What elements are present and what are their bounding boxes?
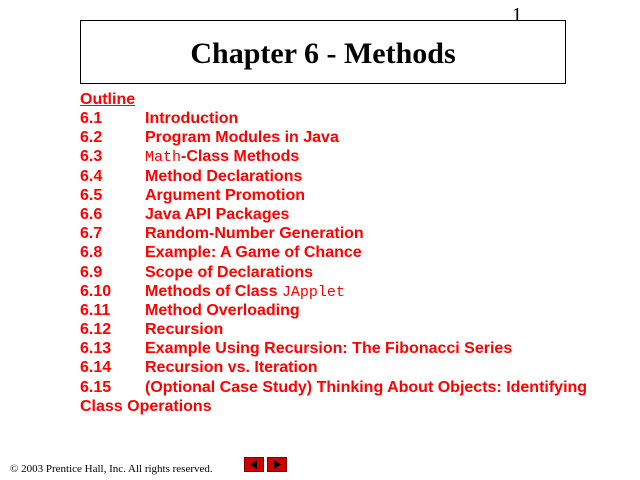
outline-item-label [145, 147, 299, 166]
outline [80, 90, 600, 416]
code-term: JApplet [281, 283, 345, 301]
copyright-footer: © 2003 Prentice Hall, Inc. All rights reserved. [10, 463, 213, 475]
outline-item-text: Program Modules in Java [145, 129, 339, 147]
outline-item-number: 6.4 [80, 167, 103, 185]
outline-item-text: Argument Promotion [145, 186, 305, 204]
outline-item-text: Methods of Class [145, 282, 282, 300]
outline-item-number: 6.11 [80, 301, 111, 319]
outline-item-label [145, 282, 345, 301]
outline-item-number: 6.9 [80, 263, 103, 281]
previous-slide-button[interactable] [244, 457, 264, 472]
outline-item [80, 378, 600, 397]
outline-item-text: Example Using Recursion: The Fibonacci Series [145, 340, 513, 358]
outline-item [80, 128, 600, 147]
outline-item-number: 6.2 [80, 129, 103, 147]
outline-item-number: 6.6 [80, 205, 103, 223]
outline-item-text: Java API Packages [145, 205, 290, 223]
outline-item-text: Recursion [145, 321, 224, 339]
outline-item-text: Recursion vs. Iteration [145, 359, 318, 377]
outline-item-number: 6.14 [80, 359, 112, 377]
outline-item [80, 339, 600, 358]
outline-item [80, 358, 600, 377]
outline-item-label [145, 339, 512, 358]
outline-item-text: Introduction [145, 110, 239, 127]
outline-item-number: 6.13 [80, 340, 112, 358]
outline-item [80, 167, 600, 186]
outline-item-number: 6.8 [80, 244, 103, 262]
outline-item [80, 263, 600, 282]
slide-title: Chapter 6 - Methods [190, 37, 456, 70]
outline-item [80, 224, 600, 243]
outline-item-label [145, 205, 289, 224]
outline-item-text: Method Declarations [145, 167, 303, 185]
outline-item-number: 6.3 [80, 148, 103, 166]
outline-item [80, 109, 600, 128]
outline-item-number: 6.7 [80, 225, 103, 243]
outline-item [80, 147, 600, 166]
outline-item-label [145, 224, 364, 243]
outline-item-text: Example: A Game of Chance [145, 244, 362, 262]
slide-number: 1 [512, 4, 522, 26]
outline-item-label [145, 167, 302, 186]
outline-item-label [145, 301, 300, 320]
outline-item-text: Scope of Declarations [145, 263, 314, 281]
outline-item-text: (Optional Case Study) Thinking About Objects: Identifying [145, 378, 588, 396]
outline-item [80, 301, 600, 320]
outline-item-number: 6.10 [80, 282, 112, 300]
next-slide-button[interactable] [267, 457, 287, 472]
code-term: Math [145, 149, 182, 167]
outline-item-label [145, 263, 313, 282]
outline-item [80, 282, 600, 301]
left-triangle-icon [245, 458, 263, 471]
outline-item-number: 6.15 [80, 378, 112, 396]
outline-item-label [145, 358, 318, 377]
outline-item-number: 6.1 [80, 110, 103, 127]
right-triangle-icon [268, 458, 286, 471]
outline-item-number: 6.12 [80, 321, 112, 339]
outline-item-label [145, 109, 238, 128]
slide-navigation [244, 457, 287, 472]
outline-item-label [145, 128, 339, 147]
outline-item-number: 6.5 [80, 186, 103, 204]
outline-item-label [145, 320, 223, 339]
title-box [80, 20, 566, 84]
outline-item [80, 205, 600, 224]
outline-item [80, 320, 600, 339]
outline-item [80, 243, 600, 262]
outline-continuation: Class Operations [80, 397, 212, 415]
outline-item-label [145, 186, 305, 205]
outline-item-label [145, 378, 587, 397]
outline-item-text: Random-Number Generation [145, 225, 364, 243]
outline-item-text: -Class Methods [181, 148, 300, 166]
outline-item-label [145, 243, 362, 262]
outline-item-text: Method Overloading [145, 301, 300, 319]
outline-item [80, 186, 600, 205]
outline-list [80, 109, 600, 397]
outline-heading: Outline [80, 91, 136, 108]
